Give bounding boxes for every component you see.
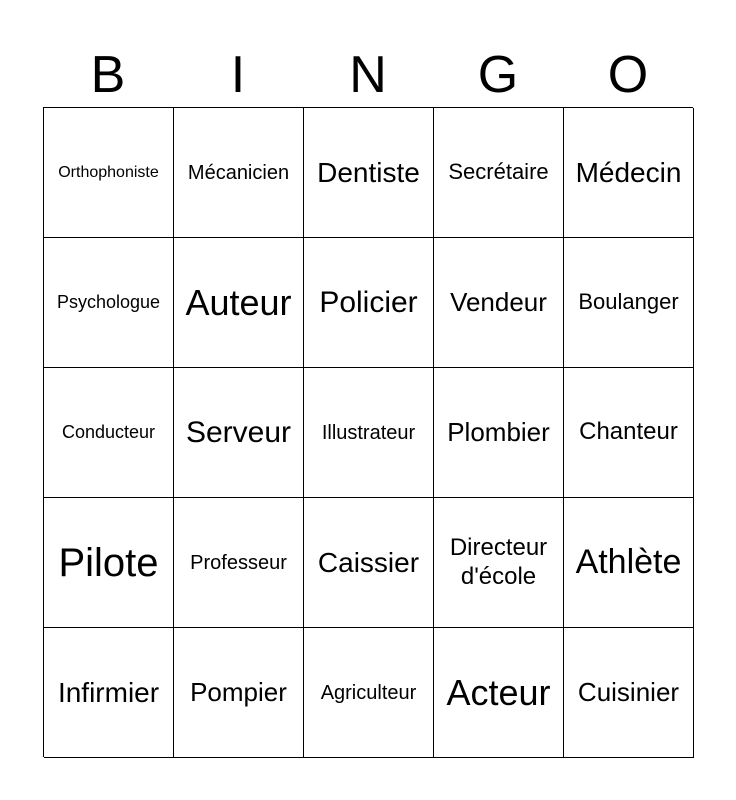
header-letter-o: O: [607, 46, 649, 104]
bingo-cell[interactable]: Athlète: [564, 498, 694, 628]
bingo-cell[interactable]: Auteur: [174, 238, 304, 368]
bingo-cell[interactable]: Policier: [304, 238, 434, 368]
header-letter-b: B: [90, 46, 126, 104]
bingo-cell[interactable]: Directeur d'école: [434, 498, 564, 628]
bingo-board: [43, 107, 693, 757]
bingo-cell[interactable]: Médecin: [564, 108, 694, 238]
bingo-cell[interactable]: Illustrateur: [304, 368, 434, 498]
bingo-cell[interactable]: Cuisinier: [564, 628, 694, 758]
bingo-cell[interactable]: Orthophoniste: [44, 108, 174, 238]
bingo-cell[interactable]: Chanteur: [564, 368, 694, 498]
header-letter-n: N: [349, 46, 387, 104]
bingo-cell[interactable]: Dentiste: [304, 108, 434, 238]
bingo-cell[interactable]: Professeur: [174, 498, 304, 628]
bingo-cell[interactable]: Mécanicien: [174, 108, 304, 238]
bingo-cell[interactable]: Conducteur: [44, 368, 174, 498]
bingo-cell[interactable]: Agriculteur: [304, 628, 434, 758]
bingo-header: [43, 44, 693, 106]
bingo-cell[interactable]: Boulanger: [564, 238, 694, 368]
bingo-cell[interactable]: Secrétaire: [434, 108, 564, 238]
header-letter-i: I: [230, 46, 246, 104]
header-letter-g: G: [477, 46, 519, 104]
bingo-cell[interactable]: Vendeur: [434, 238, 564, 368]
bingo-cell[interactable]: Caissier: [304, 498, 434, 628]
bingo-cell[interactable]: Pompier: [174, 628, 304, 758]
bingo-cell[interactable]: Pilote: [44, 498, 174, 628]
bingo-cell[interactable]: Plombier: [434, 368, 564, 498]
bingo-cell[interactable]: Serveur: [174, 368, 304, 498]
bingo-cell[interactable]: Infirmier: [44, 628, 174, 758]
bingo-cell[interactable]: Acteur: [434, 628, 564, 758]
bingo-cell[interactable]: Psychologue: [44, 238, 174, 368]
